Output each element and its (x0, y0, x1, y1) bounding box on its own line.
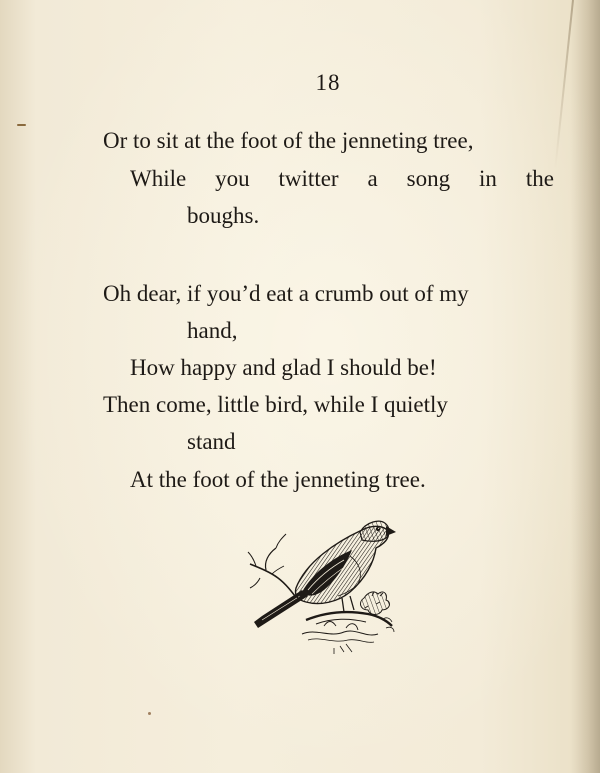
word: twitter (278, 166, 339, 191)
poem-line-8: stand (187, 429, 236, 454)
word: the (525, 166, 554, 191)
page-edge-shadow (570, 0, 600, 773)
poem-line-1: Or to sit at the foot of the jenneting tree, (103, 128, 474, 153)
bird-on-branch-icon (246, 516, 396, 662)
word: you (215, 166, 250, 191)
word: While (130, 166, 187, 191)
poem-line-4: Oh dear, if you’d eat a crumb out of my (103, 281, 469, 306)
word: a (367, 166, 378, 191)
page-number: 18 (315, 70, 341, 95)
poem-line-5: hand, (187, 318, 238, 343)
word: song (406, 166, 451, 191)
word: in (479, 166, 497, 191)
poem-line-2 (130, 164, 554, 194)
poem-line-7: Then come, little bird, while I quietly (103, 392, 448, 417)
margin-mark (17, 124, 26, 126)
poem-line-9: At the foot of the jenneting tree. (130, 467, 426, 492)
poem-line-6: How happy and glad I should be! (130, 355, 437, 380)
poem-line-3: boughs. (187, 203, 260, 228)
paper-speck (148, 712, 151, 715)
